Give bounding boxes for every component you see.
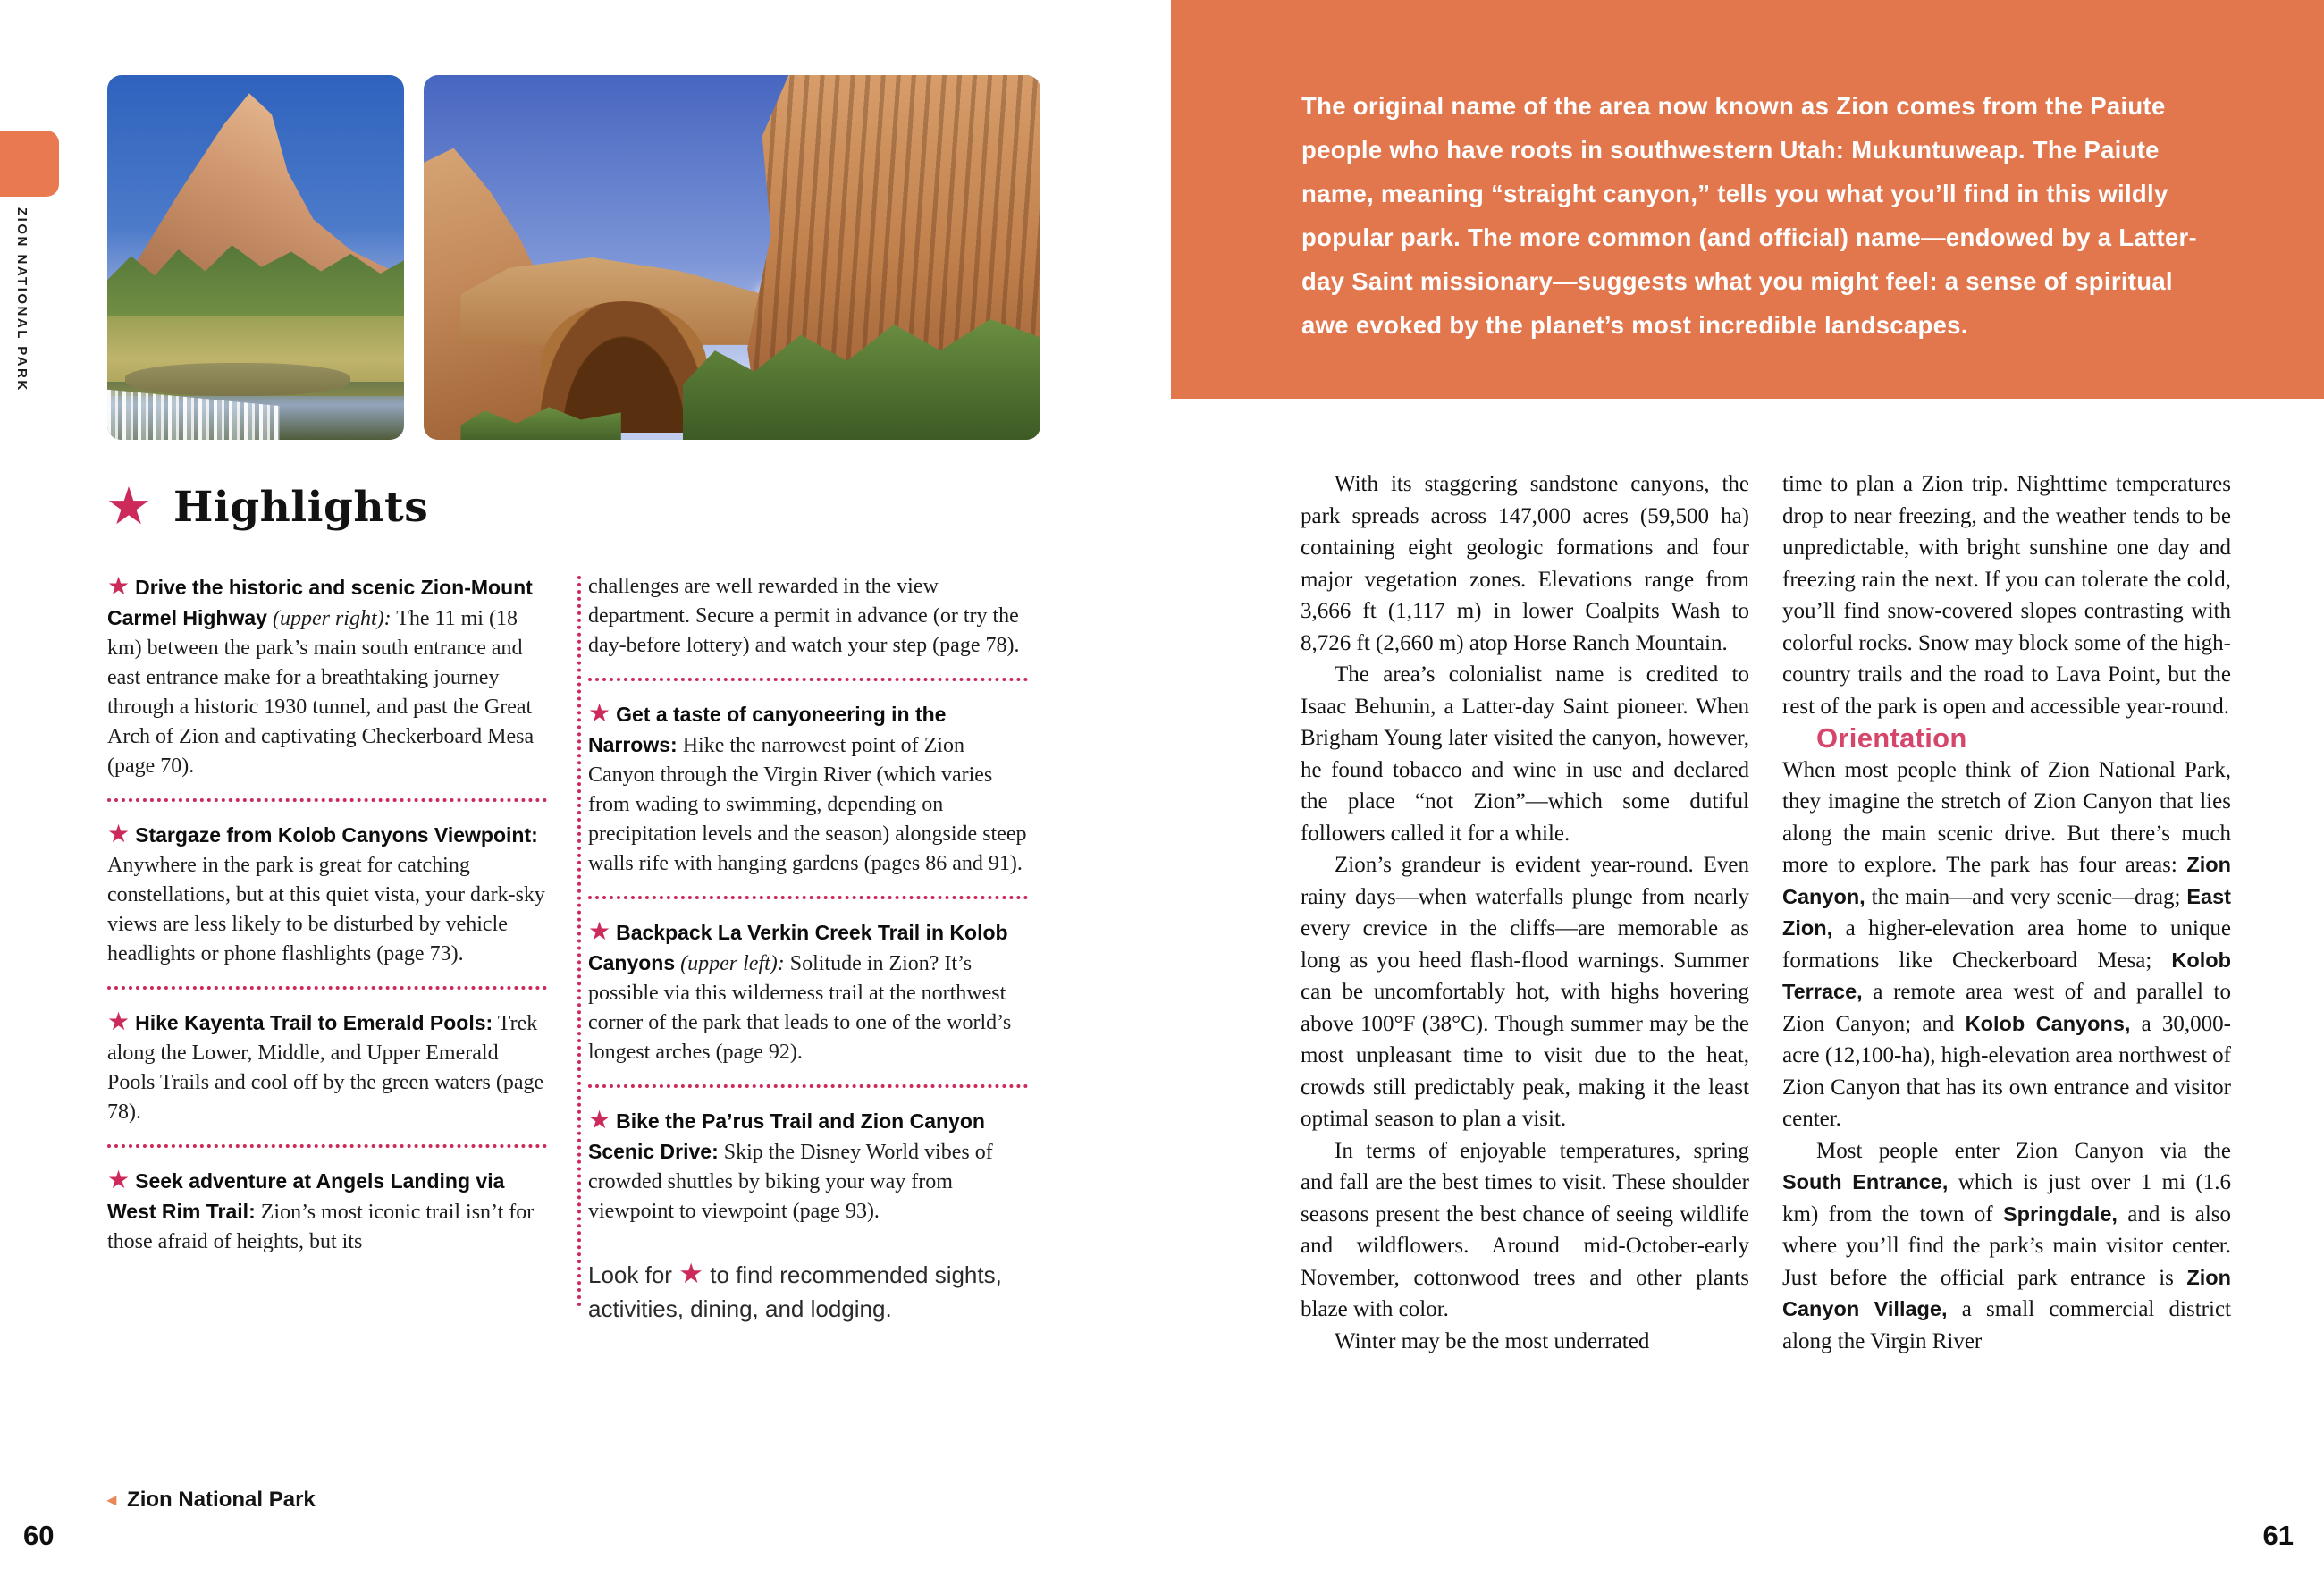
body-paragraph: Winter may be the most underrated	[1335, 1328, 1650, 1353]
column-divider-dotted	[577, 576, 581, 1307]
highlight-lead: Get a taste of canyoneering in the Narrows:	[588, 703, 947, 756]
highlight-lead: Hike Kayenta Trail to Emerald Pools:	[135, 1011, 493, 1034]
look-for-prefix: Look for	[588, 1261, 672, 1288]
highlight-lead: Stargaze from Kolob Canyons Viewpoint:	[135, 823, 538, 847]
body-text: which is just over 1 mi (1.6 km) from the town of	[1782, 1170, 2232, 1227]
orientation-paragraph-2	[1782, 1135, 2231, 1358]
highlights-heading	[105, 477, 429, 535]
body-text: a small commercial district along the Virgin River	[1782, 1297, 2231, 1353]
body-paragraph: time to plan a Zion trip. Nighttime temperatures drop to near freezing, and the weather tends to be unpredictable, with bright sunshine one day and freezing rain the next. If you can tolerate the cold, you’ll find snow-covered slopes contrasting with colorful rocks. Snow may block some of the high-country trails and the road to Lava Point, but the rest of the park is open and accessible year-round.	[1782, 472, 2231, 719]
highlight-note: (upper left):	[680, 952, 785, 975]
highlight-body: Solitude in Zion? It’s possible via this wilderness trail at the northwest corner of the park that leads to one of the world’s longest arches (page 92).	[588, 952, 1012, 1064]
intro-callout-box	[1171, 0, 2324, 399]
highlights-title: Highlights	[173, 482, 429, 532]
item-divider-dotted	[588, 678, 1028, 681]
arrow-left-icon: ◂	[107, 1490, 117, 1510]
highlight-body: Skip the Disney World vibes of crowded shuttles by biking your way from viewpoint to viewpoint (page 93).	[588, 1141, 993, 1223]
look-for-suffix: to find recommended sights, activities, dining, and lodging.	[588, 1261, 1002, 1322]
body-paragraph: With its staggering sandstone canyons, the park spreads across 147,000 acres (59,500 ha) containing eight geologic formations and four major vegetation zones. Elevations range from 3,666 ft (1,117 m) in lower Coalpits Wash to 8,726 ft (2,660 m) atop Horse Ranch Mountain.	[1301, 472, 1749, 655]
body-text: When most people think of Zion National Park, they imagine the stretch of Zion Canyon that lies along the main scenic drive. But there’s much more to explore. The park has four areas:	[1782, 757, 2231, 877]
body-paragraph: Zion’s grandeur is evident year-round. Even rainy days—when waterfalls plunge from nearly every crevice in the cliffs—are memorable as long as you heed flash-flood warnings. Summer can be uncomfortably hot, with highs hovering above 100°F (38°C). Though summer may be the most unpleasant time to visit due to the heat, crowds still predictably peak, making it the least optimal season to plan a visit.	[1301, 853, 1749, 1131]
body-column-1	[1301, 468, 1749, 1357]
highlight-body: Hike the narrowest point of Zion Canyon through the Virgin River (which varies from wading to swimming, depending on precipitation levels and the season) alongside steep walls rife with hanging gardens (pages 86 and 91).	[588, 734, 1027, 875]
photo-waterfall-peak	[107, 75, 404, 440]
highlight-lead: Drive the historic and scenic Zion-Mount Carmel Highway	[107, 576, 533, 629]
highlight-note: (upper right):	[272, 607, 392, 630]
body-text: a higher-elevation area home to unique formations like Checkerboard Mesa;	[1782, 916, 2231, 973]
star-icon: ★	[107, 821, 131, 848]
highlight-lead: Backpack La Verkin Creek Trail in Kolob Canyons	[588, 921, 1008, 974]
body-text: a remote area west of and parallel to Zion Canyon; and	[1782, 980, 2231, 1036]
item-divider-dotted	[107, 1144, 547, 1148]
bold-area-name: Kolob Canyons,	[1965, 1011, 2131, 1035]
photo-rock-ledge	[125, 363, 350, 396]
highlight-item	[588, 1106, 1028, 1227]
chapter-sidebar-label: ZION NATIONAL PARK	[14, 207, 29, 392]
star-icon: ★	[588, 1107, 611, 1134]
highlight-lead: Seek adventure at Angels Landing via West Rim Trail:	[107, 1169, 505, 1223]
star-icon: ★	[107, 1167, 131, 1194]
star-icon: ★	[107, 573, 131, 601]
star-icon: ★	[588, 700, 611, 728]
item-divider-dotted	[107, 798, 547, 802]
orientation-heading: Orientation	[1816, 722, 1967, 754]
highlight-lead: Bike the Pa’rus Trail and Zion Canyon Scenic Drive:	[588, 1109, 985, 1163]
highlight-item	[107, 820, 547, 969]
body-paragraph: In terms of enjoyable temperatures, spring and fall are the best times to visit. These shoulder seasons present the best chance of seeing wildlife and wildflowers. Around mid-October-early November, cottonwood trees and other plants blaze with color.	[1301, 1138, 1749, 1321]
bold-place-name: South Entrance,	[1782, 1170, 1949, 1193]
highlight-body: Zion’s most iconic trail isn’t for those afraid of heights, but its	[107, 1201, 535, 1253]
look-for-note	[588, 1257, 1028, 1326]
highlight-continuation: challenges are well rewarded in the view department. Secure a permit in advance (or try the day-before lottery) and watch your step (page 78).	[588, 575, 1020, 657]
page-number-left: 60	[23, 1520, 55, 1551]
highlight-body: The 11 mi (18 km) between the park’s main south entrance and east entrance make for a breathtaking journey through a historic 1930 tunnel, and past the Great Arch of Zion and captivating Checkerboard Mesa (page 70).	[107, 607, 535, 778]
body-column-2	[1782, 468, 2231, 1357]
star-icon: ★	[678, 1258, 703, 1289]
highlight-item	[107, 1166, 547, 1257]
intro-callout-text: The original name of the area now known as Zion comes from the Paiute people who have roots in southwestern Utah: Mukuntuweap. The Paiute name, meaning “straight canyon,” tells you what you’ll find in this wildly popular park. The more common (and official) name—endowed by a Latter-day Saint missionary—suggests what you might feel: a sense of spiritual awe evoked by the planet’s most incredible landscapes.	[1301, 92, 2197, 339]
star-icon: ★	[588, 918, 611, 946]
body-text: and is also where you’ll find the park’s main visitor center. Just before the official park entrance is	[1782, 1201, 2231, 1290]
star-icon: ★	[105, 477, 152, 535]
chapter-tab	[0, 131, 59, 197]
highlights-column-1	[107, 572, 547, 1257]
photo-arch-alcove	[541, 301, 707, 433]
highlights-column-2	[588, 572, 1028, 1326]
bold-area-name: Zion Canyon,	[1782, 853, 2231, 908]
bold-area-name: East Zion,	[1782, 884, 2231, 940]
body-paragraph: The area’s colonialist name is credited to Isaac Behunin, a Latter-day Saint pioneer. When Brigham Young later visited the canyon, however, he found tobacco and wine in use and declared the place “not Zion”—which some dutiful followers called it for a while.	[1301, 662, 1749, 846]
body-text: a 30,000-acre (12,100-ha), high-elevation area northwest of Zion Canyon that has its own entrance and visitor center.	[1782, 1011, 2231, 1131]
footer-label: Zion National Park	[127, 1488, 316, 1512]
item-divider-dotted	[588, 896, 1028, 899]
bold-place-name: Springdale,	[2002, 1201, 2118, 1226]
running-footer	[107, 1488, 316, 1513]
item-divider-dotted	[588, 1084, 1028, 1088]
star-icon: ★	[107, 1008, 131, 1036]
body-text: the main—and very scenic—drag;	[1865, 884, 2187, 909]
highlight-item	[588, 699, 1028, 879]
bold-place-name: Zion Canyon Village,	[1782, 1265, 2231, 1320]
body-text: Most people enter Zion Canyon via the	[1816, 1138, 2231, 1163]
highlight-body: Anywhere in the park is great for catching constellations, but at this quiet vista, your dark-sky views are less likely to be disturbed by vehicle headlights or phone flashlights (page 73).	[107, 854, 545, 965]
item-divider-dotted	[107, 986, 547, 990]
highlight-body: Trek along the Lower, Middle, and Upper Emerald Pools Trails and cool off by the green waters (page 78).	[107, 1012, 544, 1124]
bold-area-name: Kolob Terrace,	[1782, 948, 2231, 1003]
orientation-paragraph-1	[1782, 755, 2231, 1135]
highlight-item	[107, 1007, 547, 1127]
highlight-item	[588, 917, 1028, 1067]
highlight-item	[107, 572, 547, 781]
photo-canyon-arch	[424, 75, 1040, 440]
page-number-right: 61	[2262, 1520, 2294, 1551]
